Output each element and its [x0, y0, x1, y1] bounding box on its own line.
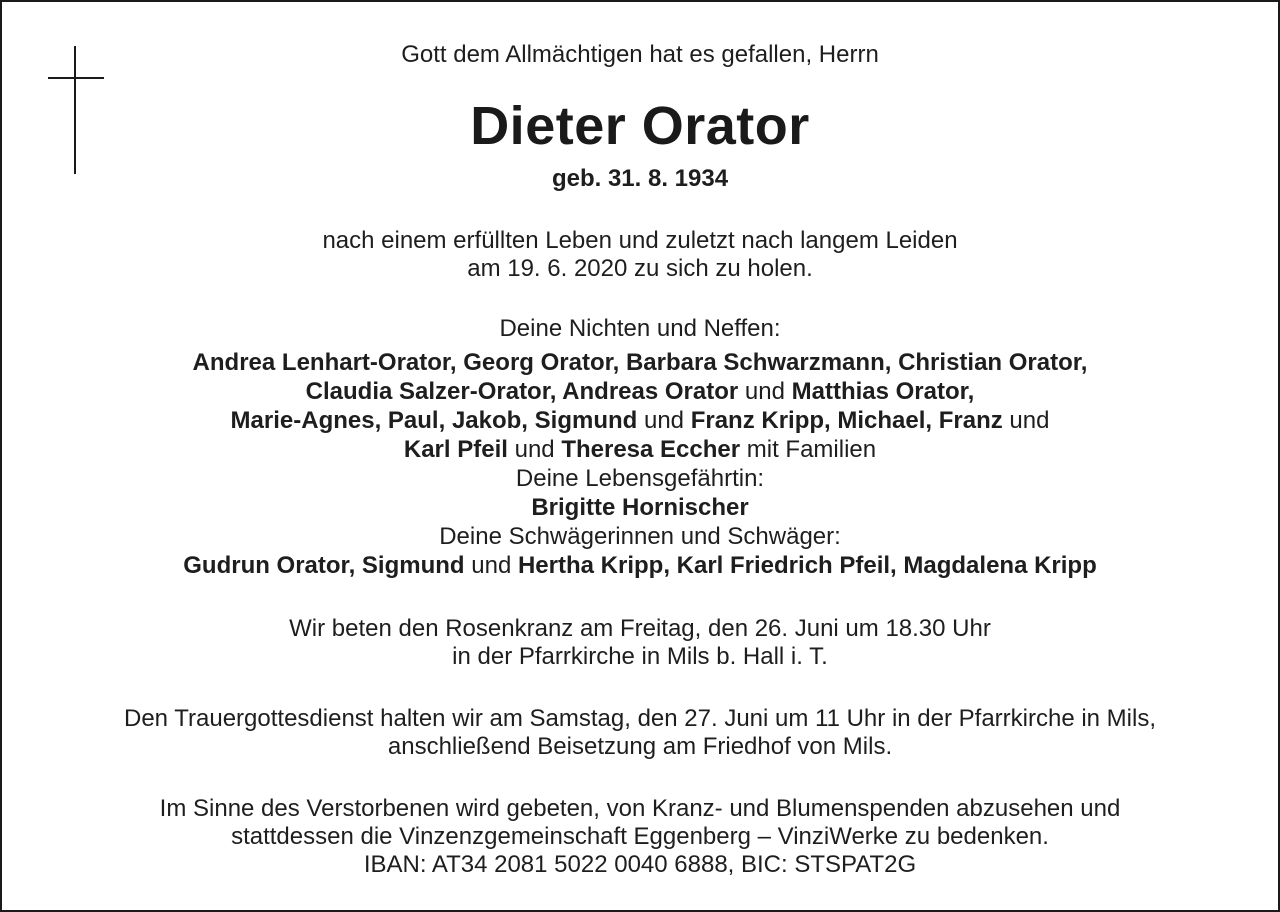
connector-text: und: [464, 552, 518, 579]
connector-text: und: [507, 436, 562, 463]
name-run: Marie-Agnes, Paul, Jakob, Sigmund: [230, 407, 638, 434]
rosary-text: in der Pfarrkirche in Mils b. Hall i. T.: [452, 643, 828, 670]
deceased-name: Dieter Orator: [470, 96, 810, 156]
mourners-line: [2, 377, 1278, 407]
intro-text: Gott dem Allmächtigen hat es gefallen, Herrn: [401, 41, 879, 68]
connector-text: und: [637, 407, 691, 434]
name-run: Gudrun Orator, Sigmund: [183, 552, 465, 579]
connector-text: und: [738, 378, 792, 405]
mourners-line: [2, 348, 1278, 378]
mourners-line: [2, 435, 1278, 465]
donation-text: Im Sinne des Verstorbenen wird gebeten, von Kranz- und Blumenspenden abzusehen und: [159, 795, 1121, 822]
death-text-line: am 19. 6. 2020 zu sich zu holen.: [467, 255, 813, 282]
death-text-line: nach einem erfüllten Leben und zuletzt nach langem Leiden: [322, 227, 958, 254]
in-laws-heading: Deine Schwägerinnen und Schwäger:: [439, 523, 841, 550]
connector-text: und: [1002, 407, 1050, 434]
name-run: Hertha Kripp, Karl Friedrich Pfeil, Magdalena Kripp: [517, 552, 1097, 579]
connector-text: mit Familien: [740, 436, 877, 463]
name-run: Matthias Orator,: [791, 378, 975, 405]
name-run: Franz Kripp, Michael, Franz: [690, 407, 1003, 434]
partner-name: [2, 493, 1278, 523]
partner-heading: Deine Lebensgefährtin:: [515, 465, 765, 492]
mourners-heading: Deine Nichten und Neffen:: [499, 315, 781, 342]
mourners-line: [2, 406, 1278, 436]
name-run: Andrea Lenhart-Orator, Georg Orator, Barbara Schwarzmann, Christian Orator,: [192, 349, 1088, 376]
funeral-text: anschließend Beisetzung am Friedhof von Mils.: [387, 733, 893, 760]
name-run: Brigitte Hornischer: [531, 494, 749, 521]
bank-details: IBAN: AT34 2081 5022 0040 6888, BIC: STSPAT2G: [363, 851, 917, 878]
name-run: Theresa Eccher: [561, 436, 741, 463]
name-run: Karl Pfeil: [403, 436, 508, 463]
birth-date: geb. 31. 8. 1934: [551, 165, 729, 192]
donation-text: stattdessen die Vinzenzgemeinschaft Eggenberg – VinziWerke zu bedenken.: [231, 823, 1049, 850]
rosary-text: Wir beten den Rosenkranz am Freitag, den 26. Juni um 18.30 Uhr: [289, 615, 991, 642]
funeral-text: Den Trauergottesdienst halten wir am Samstag, den 27. Juni um 11 Uhr in der Pfarrkirche in Mils,: [123, 705, 1157, 732]
in-laws-line: [2, 551, 1278, 581]
name-run: Claudia Salzer-Orator, Andreas Orator: [305, 378, 739, 405]
